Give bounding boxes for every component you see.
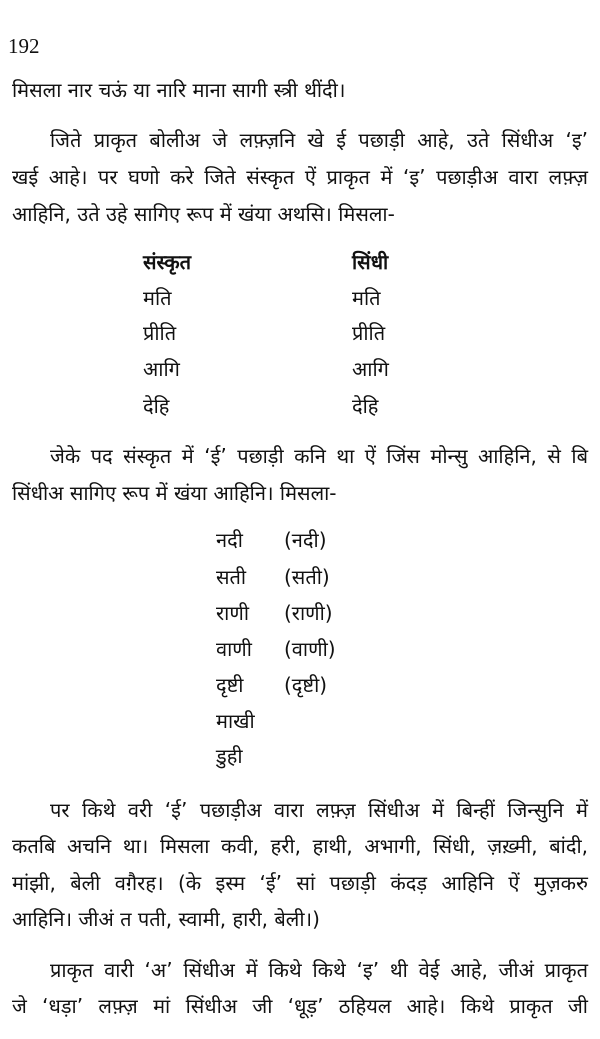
text-line: जे ‘धड़ा’ लफ़्ज़ मां सिंधीअ जी ‘धूड़’ ठहियल आहे। किथे प्राकृत जी (12, 994, 588, 1018)
list-word: राणी (216, 601, 249, 625)
text-line: आहिनि। जीअं त पती, स्वामी, हारी, बेली।) (12, 907, 320, 931)
text-line: प्राकृत वारी ‘अ’ सिंधीअ में किथे किथे ‘इ’ थी वेई आहे, जीअं प्राकृत (50, 958, 588, 982)
text-line: आहिनि, उते उहे सागिए रूप में खंया अथसि। मिसला- (12, 202, 395, 226)
list-word: दृष्टी (216, 673, 244, 697)
table-cell: देहि (143, 394, 170, 418)
table-cell: मति (143, 286, 172, 310)
list-word-gloss: (राणी) (284, 601, 333, 625)
text-line: मिसला नार चऊं या नारि माना सागी स्त्री थींदी। (12, 78, 346, 102)
list-word-gloss: (सती) (284, 565, 330, 589)
table-cell: प्रीति (143, 321, 177, 345)
table-cell: देहि (352, 394, 379, 418)
list-word-gloss: (नदी) (284, 528, 327, 552)
text-line: सिंधीअ सागिए रूप में खंया आहिनि। मिसला- (12, 481, 337, 505)
page-number: 192 (8, 34, 40, 58)
list-word-gloss: (दृष्टी) (284, 673, 328, 697)
table-cell: आगि (352, 357, 389, 381)
text-line: मांझी, बेली वग़ैरह। (के इस्म ‘ई’ सां पछाड़ी कंदड़ आहिनि ऐं मुज़करु (12, 871, 588, 895)
list-word: डुही (216, 744, 243, 768)
table-header-sanskrit: संस्कृत (143, 250, 192, 274)
list-word: सती (216, 565, 247, 589)
list-word: वाणी (216, 637, 252, 661)
table-header-sindhi: सिंधी (352, 250, 389, 274)
text-line: जेके पद संस्कृत में ‘ई’ पछाड़ी कनि था ऐं जिंस मोन्सु आहिनि, से बि (50, 444, 588, 468)
list-word: माखी (216, 709, 255, 733)
table-cell: प्रीति (352, 321, 386, 345)
list-word: नदी (216, 528, 243, 552)
text-line: पर किथे वरी ‘ई’ पछाड़ीअ वारा लफ़्ज़ सिंधीअ में बिन्हीं जिन्सुनि में (50, 798, 588, 822)
text-line: कतबि अचनि था। मिसला कवी, हरी, हाथी, अभागी, सिंधी, ज़ख़्मी, बांदी, (12, 834, 588, 858)
text-line: जिते प्राकृत बोलीअ जे लफ़्ज़नि खे ई पछाड़ी आहे, उते सिंधीअ ‘इ’ (50, 128, 588, 152)
list-word-gloss: (वाणी) (284, 637, 336, 661)
text-line: खई आहे। पर घणो करे जिते संस्कृत ऐं प्राकृत में ‘इ’ पछाड़ीअ वारा लफ़्ज़ (12, 165, 588, 189)
table-cell: मति (352, 286, 381, 310)
table-cell: आगि (143, 357, 180, 381)
